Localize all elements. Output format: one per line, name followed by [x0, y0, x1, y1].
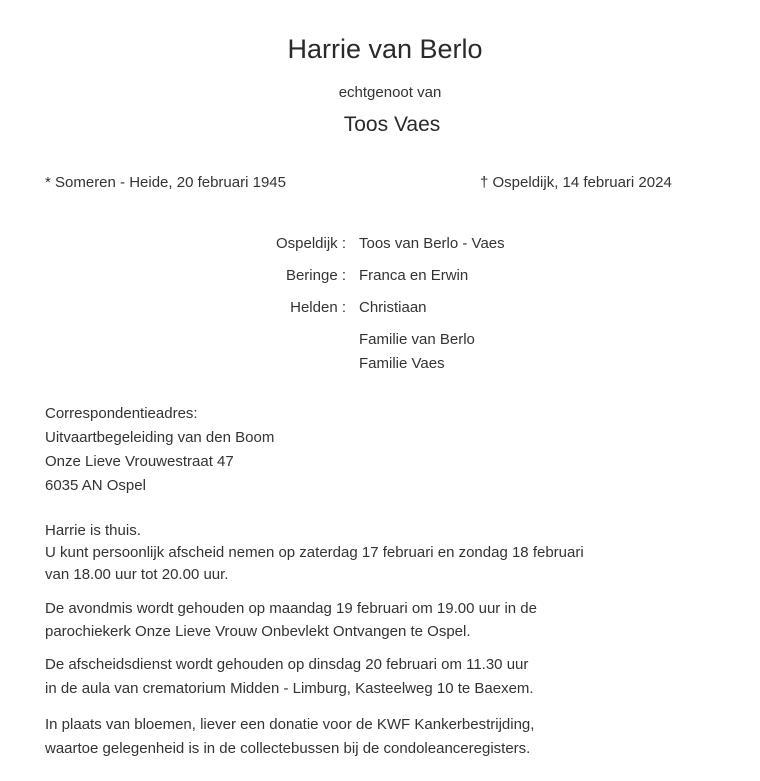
family-place: Beringe : — [285, 267, 346, 284]
donation-line: In plaats van bloemen, liever een donatie voor de KWF Kankerbestrijding, — [45, 716, 535, 733]
mass-paragraph — [45, 597, 537, 643]
correspondence-line: Uitvaartbegeleiding van den Boom — [45, 429, 275, 446]
correspondence-heading: Correspondentieadres: — [45, 405, 198, 422]
service-paragraph — [45, 653, 534, 701]
service-line: in de aula van crematorium Midden - Limburg, Kasteelweg 10 te Baexem. — [45, 680, 534, 697]
visitation-paragraph — [45, 520, 584, 586]
correspondence-line: 6035 AN Ospel — [45, 477, 146, 494]
relation-text: echtgenoot van — [338, 84, 442, 101]
birth-date: * Someren - Heide, 20 februari 1945 — [45, 174, 286, 191]
correspondence-block — [45, 402, 274, 498]
family-place: Ospeldijk : — [275, 235, 346, 252]
family-names: Toos van Berlo - Vaes — [359, 235, 505, 252]
service-line: De afscheidsdienst wordt gehouden op dinsdag 20 februari om 11.30 uur — [45, 656, 529, 673]
deceased-name: Harrie van Berlo — [287, 34, 483, 64]
extended-family-item: Familie van Berlo — [359, 331, 475, 348]
visitation-line: van 18.00 uur tot 20.00 uur. — [45, 566, 229, 583]
family-names: Christiaan — [359, 299, 427, 316]
extended-family-item: Familie Vaes — [359, 355, 445, 372]
mass-line: De avondmis wordt gehouden op maandag 19 februari om 19.00 uur in de — [45, 600, 537, 617]
visitation-line: U kunt persoonlijk afscheid nemen op zaterdag 17 februari en zondag 18 februari — [45, 544, 584, 561]
visitation-line: Harrie is thuis. — [45, 522, 141, 539]
family-place: Helden : — [290, 299, 346, 316]
donation-paragraph — [45, 713, 534, 761]
mass-line: parochiekerk Onze Lieve Vrouw Onbevlekt Ontvangen te Ospel. — [45, 623, 471, 640]
death-date: † Ospeldijk, 14 februari 2024 — [480, 174, 672, 191]
donation-line: waartoe gelegenheid is in de collectebussen bij de condoleanceregisters. — [45, 740, 531, 757]
family-names: Franca en Erwin — [359, 267, 469, 284]
spouse-name: Toos Vaes — [343, 113, 441, 136]
correspondence-line: Onze Lieve Vrouwestraat 47 — [45, 453, 234, 470]
